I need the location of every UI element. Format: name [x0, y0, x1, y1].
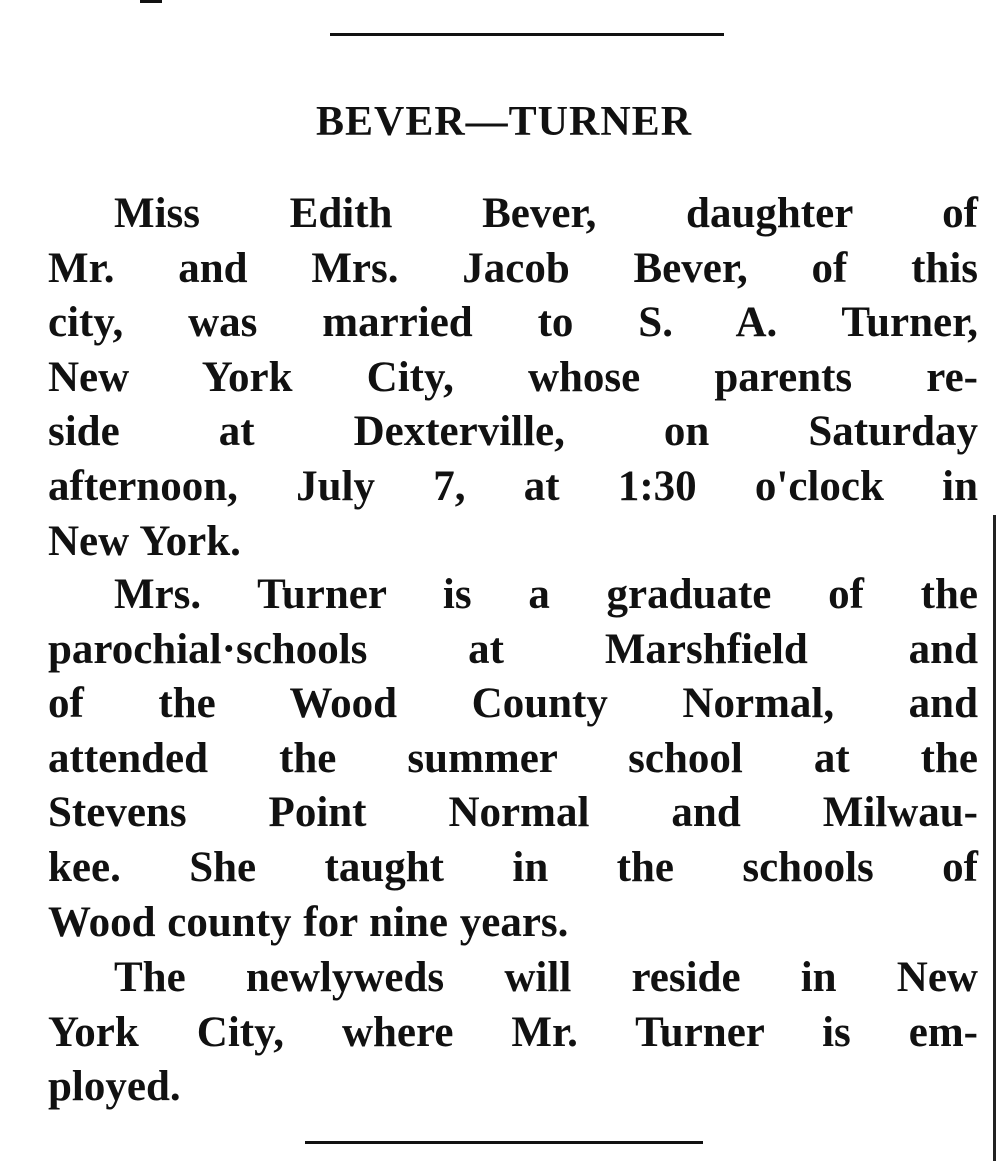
paragraph-line: city, was married to S. A. Turner, [48, 299, 978, 347]
paragraph-line: of the Wood County Normal, and [48, 680, 978, 728]
paragraph-line: The newlyweds will reside in New [114, 954, 978, 1001]
paragraph-line: kee. She taught in the schools of [48, 843, 978, 891]
paragraph-line: side at Dexterville, on Saturday [48, 408, 978, 456]
paragraph-line: Wood county for nine years. [48, 898, 569, 946]
paragraph-line: York City, where Mr. Turner is em- [48, 1008, 978, 1056]
paragraph-line: New York. [48, 517, 241, 565]
paragraph-line: ployed. [48, 1063, 181, 1111]
paragraph-line: attended the summer school at the [48, 734, 978, 782]
paragraph-line: Stevens Point Normal and Milwau- [48, 789, 978, 837]
column-edge-line [993, 515, 996, 1161]
top-edge-mark [140, 0, 162, 3]
paragraph-line: afternoon, July 7, at 1:30 o'clock in [48, 462, 978, 510]
paragraph-1 [48, 187, 978, 569]
paragraph-line: Miss Edith Bever, daughter of [114, 190, 978, 237]
paragraph-line: New York City, whose parents re- [48, 353, 978, 401]
headline: BEVER—TURNER [315, 99, 693, 145]
paragraph-line: Mrs. Turner is a graduate of the [114, 571, 978, 618]
paragraph-3 [48, 951, 978, 1115]
bottom-divider-rule [305, 1141, 703, 1144]
top-divider-rule [330, 33, 724, 36]
paragraph-line: Mr. and Mrs. Jacob Bever, of this [48, 244, 978, 292]
paragraph-line: parochial·schools at Marshfield and [48, 625, 978, 673]
paragraph-2 [48, 568, 978, 950]
